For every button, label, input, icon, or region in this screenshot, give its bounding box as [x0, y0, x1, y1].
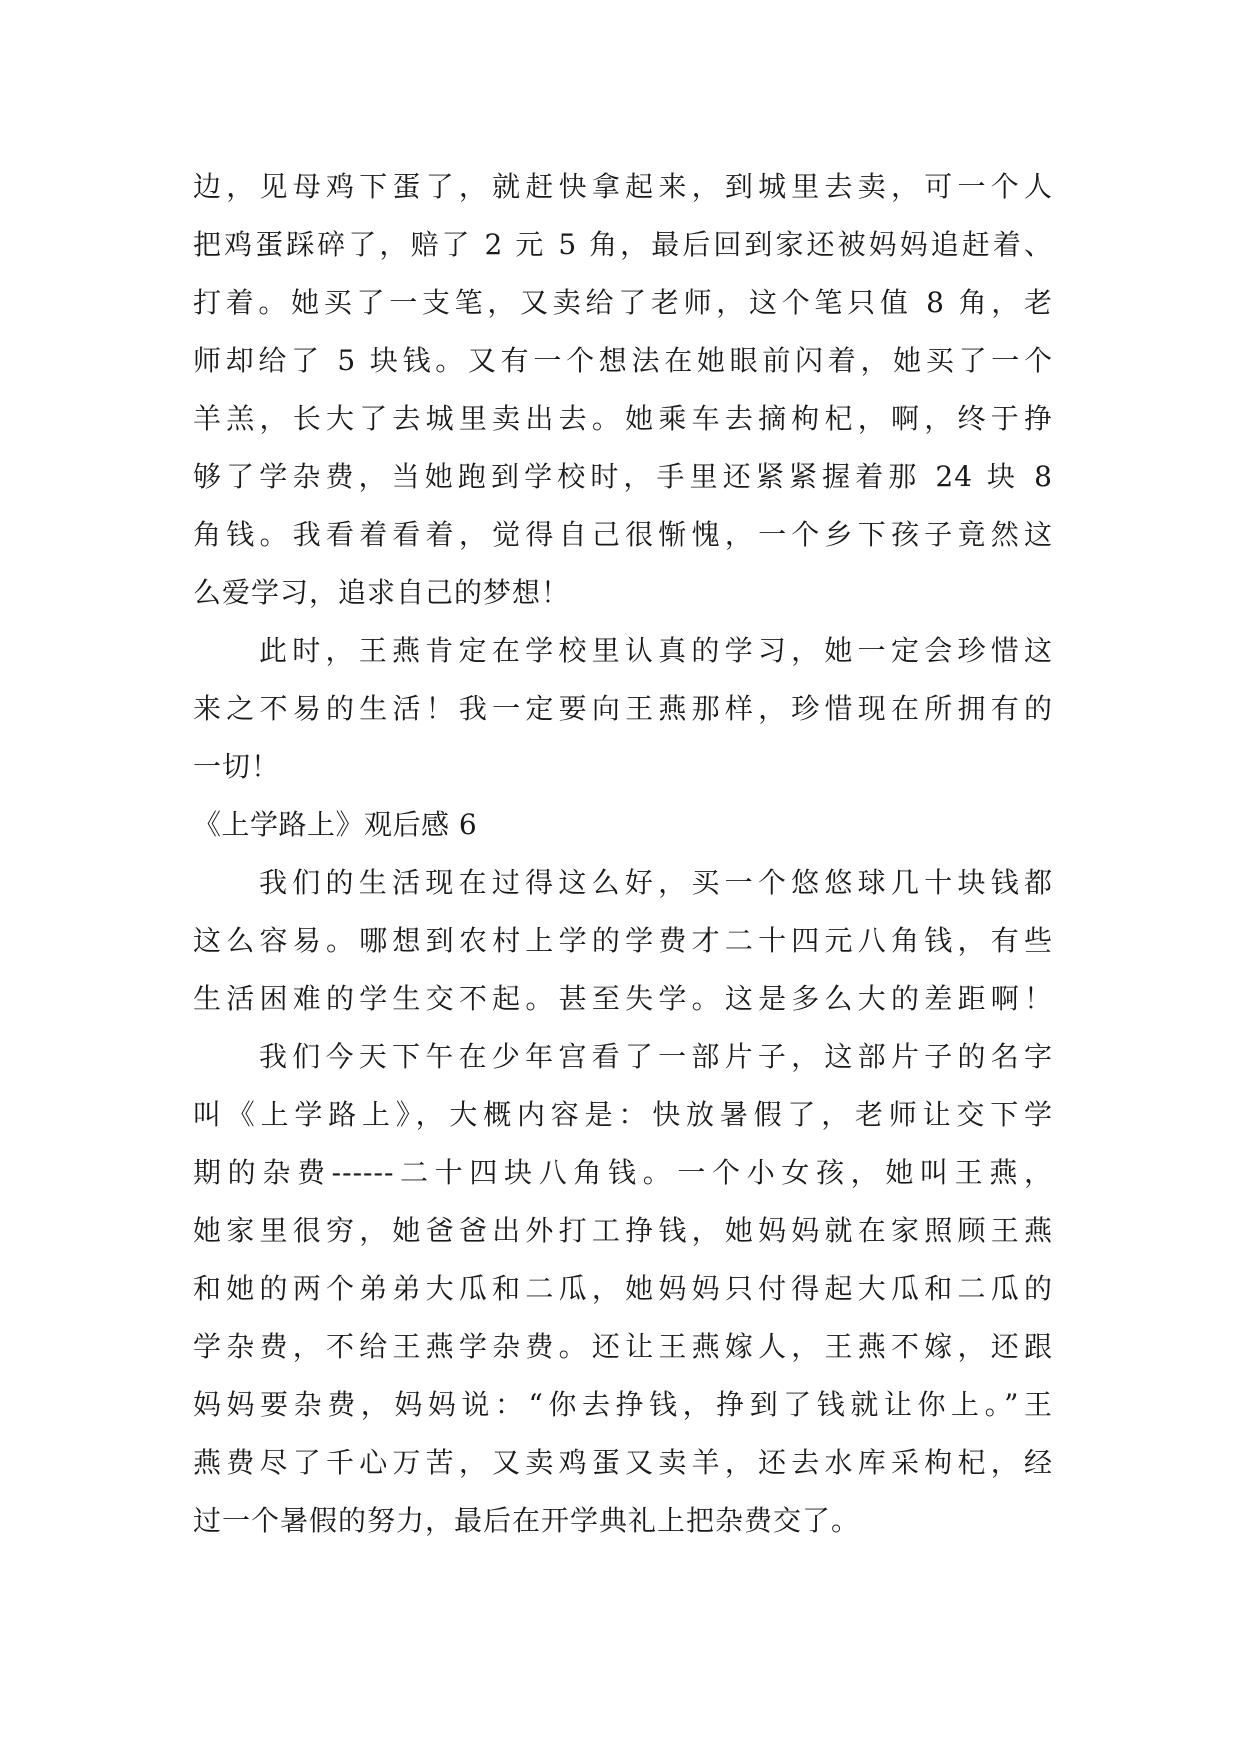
- text-line: 打着。她买了一支笔，又卖给了老师，这个笔只值 8 角，老: [193, 286, 1053, 319]
- document-body: [193, 158, 1053, 1550]
- text-line: 和她的两个弟弟大瓜和二瓜，她妈妈只付得起大瓜和二瓜的: [193, 1272, 1053, 1305]
- text-line: 叫《上学路上》，大概内容是：快放暑假了，老师让交下学: [193, 1098, 1053, 1131]
- text-line: 过一个暑假的努力，最后在开学典礼上把杂费交了。: [193, 1504, 861, 1537]
- text-line: 够了学杂费，当她跑到学校时，手里还紧紧握着那 24 块 8: [193, 460, 1053, 493]
- text-line: 燕费尽了千心万苦，又卖鸡蛋又卖羊，还去水库采枸杞，经: [193, 1446, 1053, 1479]
- text-line: 生活困难的学生交不起。甚至失学。这是多么大的差距啊！: [193, 982, 1053, 1015]
- text-line: 这么容易。哪想到农村上学的学费才二十四元八角钱，有些: [193, 924, 1053, 957]
- text-line: 学杂费，不给王燕学杂费。还让王燕嫁人，王燕不嫁，还跟: [193, 1330, 1053, 1363]
- text-line: 我们今天下午在少年宫看了一部片子，这部片子的名字: [259, 1040, 1053, 1073]
- text-line: 把鸡蛋踩碎了，赔了 2 元 5 角，最后回到家还被妈妈追赶着、: [193, 228, 1053, 261]
- text-line: 一切！: [193, 750, 281, 783]
- text-line: 么爱学习，追求自己的梦想！: [193, 576, 571, 609]
- text-line: 期的杂费------二十四块八角钱。一个小女孩，她叫王燕，: [193, 1156, 1053, 1189]
- text-line: 此时，王燕肯定在学校里认真的学习，她一定会珍惜这: [259, 634, 1053, 667]
- text-line: 她家里很穷，她爸爸出外打工挣钱，她妈妈就在家照顾王燕: [193, 1214, 1053, 1247]
- text-line: 妈妈要杂费，妈妈说：“你去挣钱，挣到了钱就让你上。”王: [193, 1388, 1053, 1421]
- text-line: 角钱。我看着看着，觉得自己很惭愧，一个乡下孩子竟然这: [193, 518, 1053, 551]
- text-line: 来之不易的生活！我一定要向王燕那样，珍惜现在所拥有的: [193, 692, 1053, 725]
- section-heading: 《上学路上》观后感 6: [193, 808, 478, 841]
- text-line: 羊羔，长大了去城里卖出去。她乘车去摘枸杞，啊，终于挣: [193, 402, 1053, 435]
- text-line: 我们的生活现在过得这么好，买一个悠悠球几十块钱都: [259, 866, 1053, 899]
- text-line: 边，见母鸡下蛋了，就赶快拿起来，到城里去卖，可一个人: [193, 170, 1053, 203]
- text-line: 师却给了 5 块钱。又有一个想法在她眼前闪着，她买了一个: [193, 344, 1053, 377]
